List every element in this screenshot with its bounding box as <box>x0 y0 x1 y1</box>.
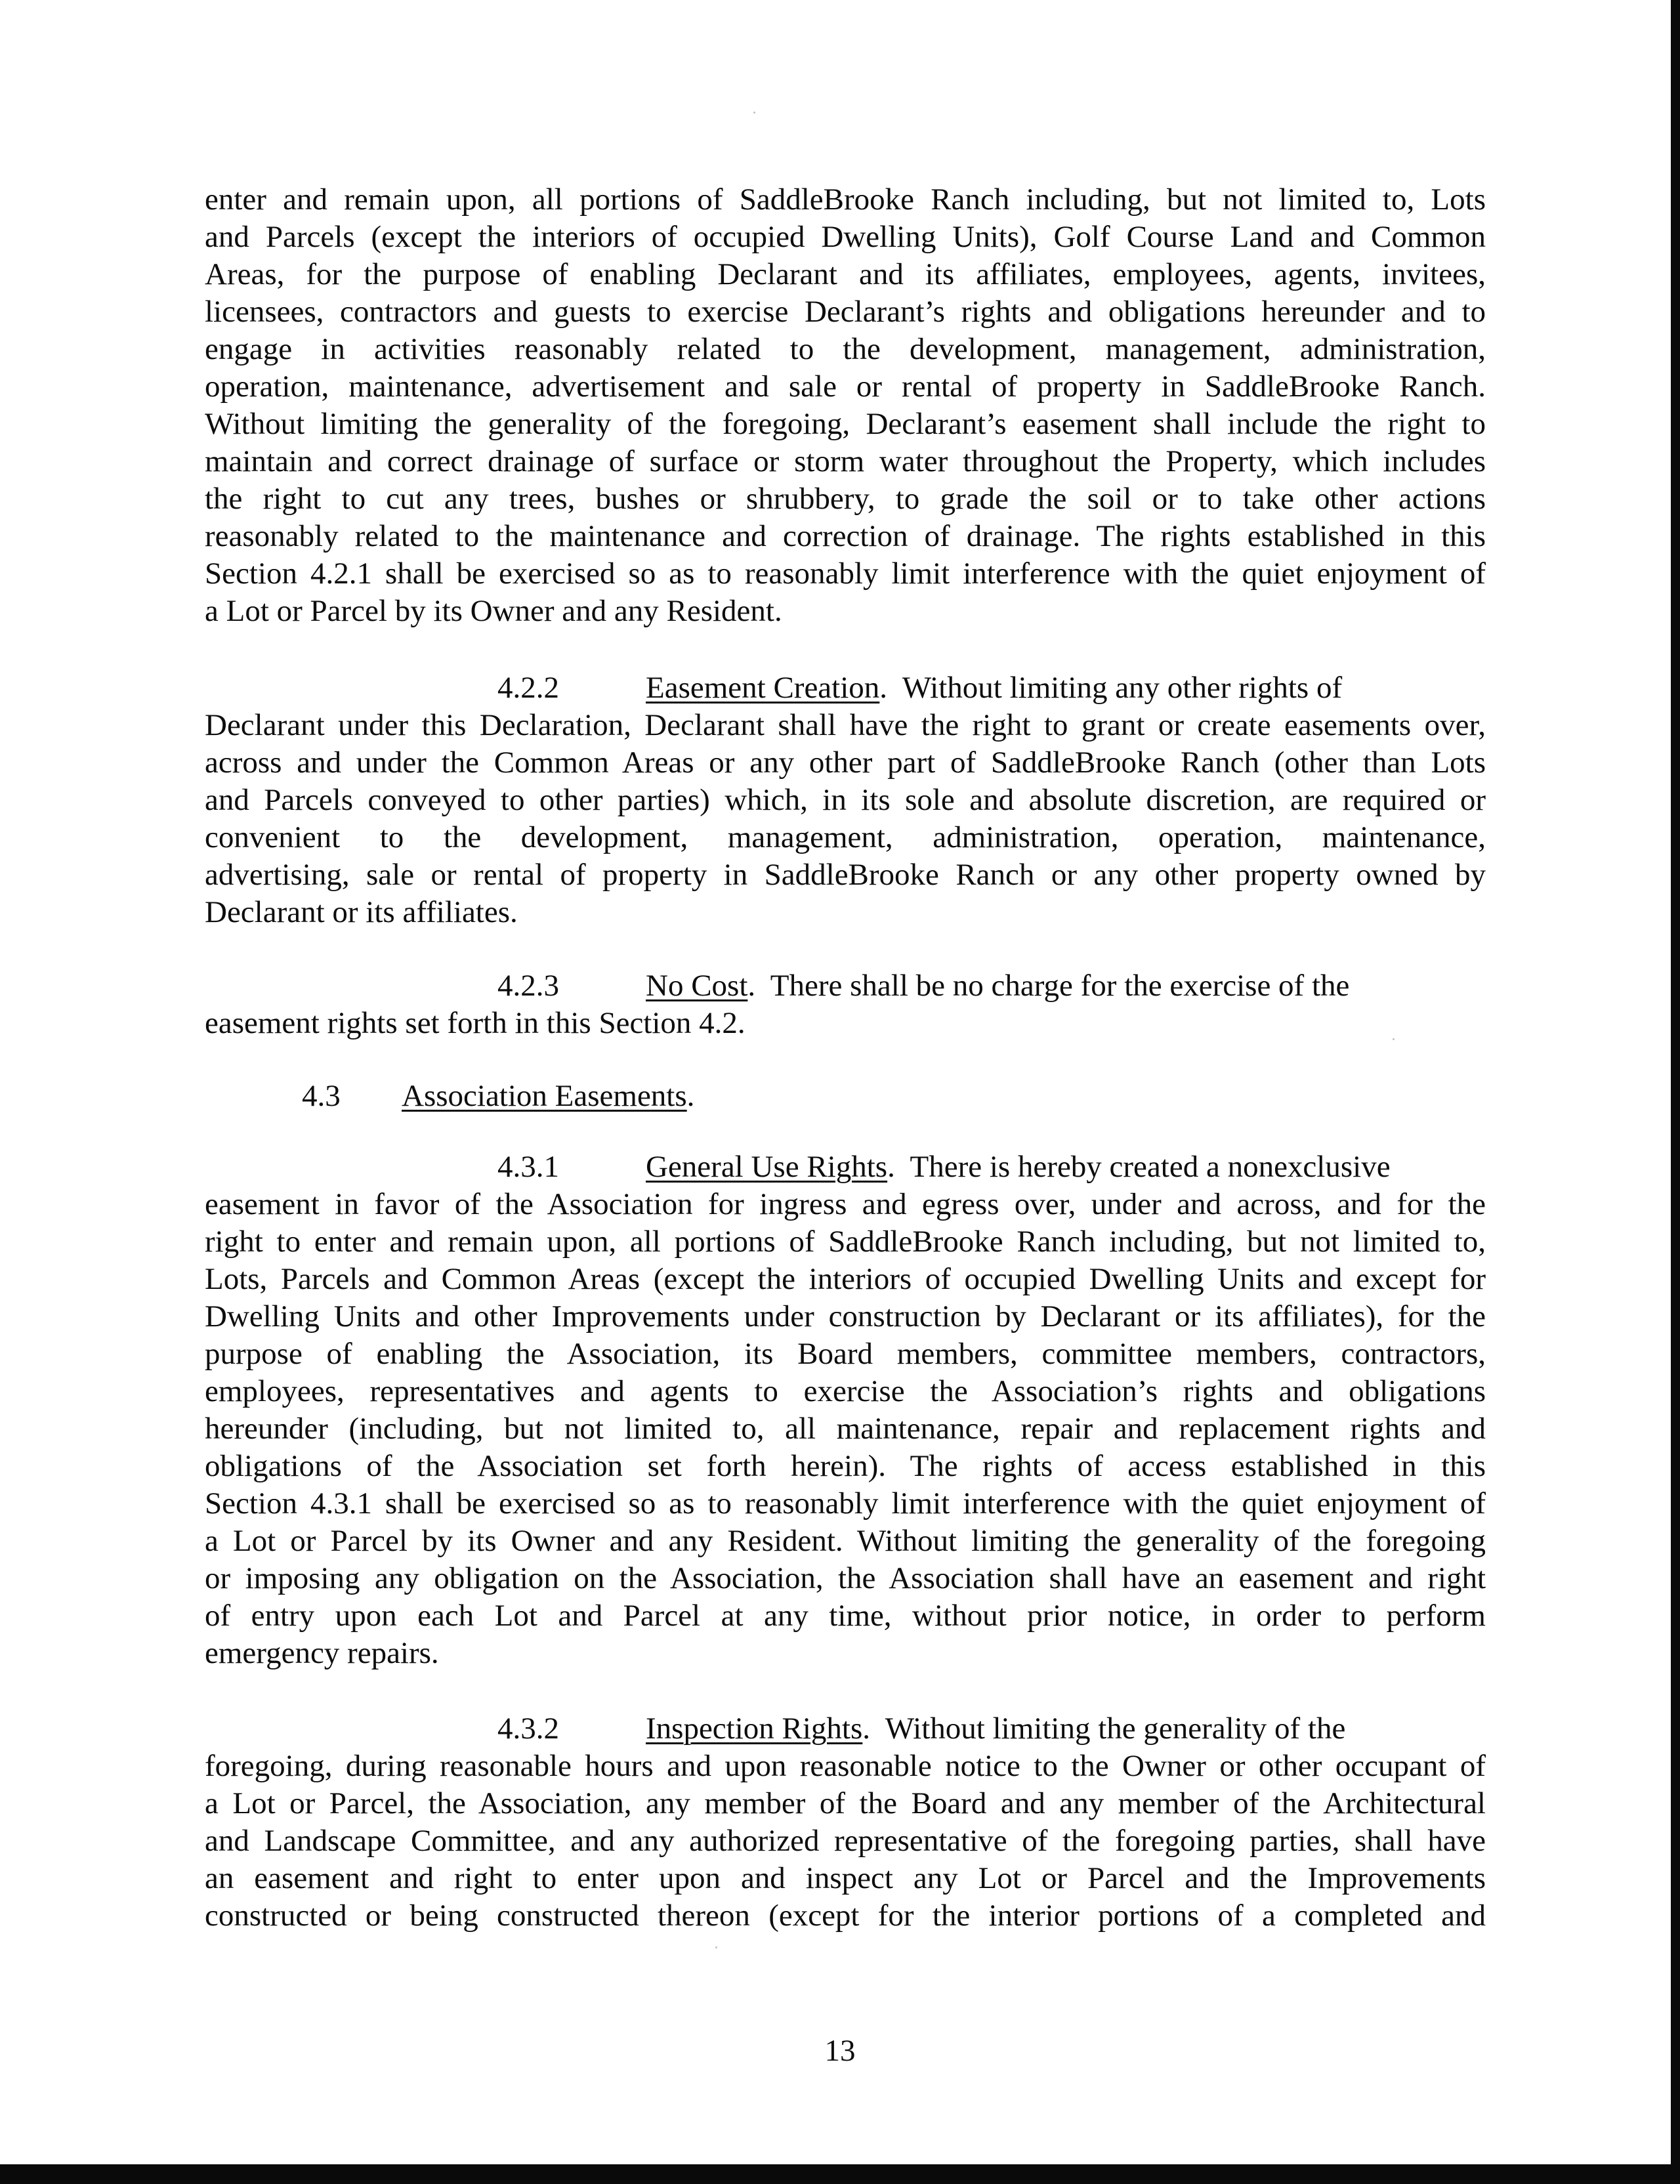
scan-speck <box>715 1946 717 1948</box>
text-line: and Landscape Committee, and any authorized representative of the foregoing parties, shall have <box>205 1824 1486 1858</box>
text-line: enter and remain upon, all portions of SaddleBrooke Ranch including, but not limited to, Lots <box>205 182 1486 217</box>
paragraph-4-2-1-continuation <box>205 181 1486 630</box>
text-line: licensees, contractors and guests to exercise Declarant’s rights and obligations hereunder and to <box>205 295 1486 329</box>
section-first-line-text: . Without limiting the generality of the <box>862 1712 1346 1746</box>
text-line: easement rights set forth in this Section 4.2. <box>205 1006 746 1040</box>
text-line: Without limiting the generality of the foregoing, Declarant’s easement shall include the right to <box>205 407 1486 441</box>
scan-edge-right <box>1671 0 1680 2184</box>
scan-edge-bottom <box>0 2164 1680 2184</box>
section-first-line <box>205 1710 1486 1748</box>
text-line: Declarant under this Declaration, Declarant shall have the right to grant or create easements over, <box>205 708 1486 742</box>
section-first-line <box>205 967 1486 1005</box>
section-heading-trail: . <box>686 1079 695 1113</box>
text-line: and Parcels conveyed to other parties) which, in its sole and absolute discretion, are required or <box>205 783 1486 817</box>
section-number: 4.3 <box>302 1079 341 1113</box>
section-heading: Association Easements <box>402 1079 687 1113</box>
text-line: right to enter and remain upon, all portions of SaddleBrooke Ranch including, but not limited to, <box>205 1225 1486 1259</box>
section-4-2-3 <box>205 967 1486 1042</box>
section-first-line-text: . Without limiting any other rights of <box>879 671 1343 705</box>
text-line: constructed or being constructed thereon (except for the interior portions of a completed and <box>205 1899 1486 1933</box>
section-4-3-2 <box>205 1710 1486 1935</box>
scan-speck <box>1393 1038 1395 1040</box>
scan-speck <box>753 112 755 114</box>
section-first-line <box>205 1148 1486 1186</box>
section-4-2-2 <box>205 669 1486 931</box>
text-line: engage in activities reasonably related to the development, management, administration, <box>205 332 1486 366</box>
text-line: a Lot or Parcel by its Owner and any Resident. <box>205 594 782 628</box>
text-line: the right to cut any trees, bushes or shrubbery, to grade the soil or to take other actions <box>205 482 1486 516</box>
text-line: Section 4.3.1 shall be exercised so as to reasonably limit interference with the quiet enjoyment of <box>205 1486 1486 1521</box>
text-line: Lots, Parcels and Common Areas (except the interiors of occupied Dwelling Units and except for <box>205 1262 1486 1296</box>
section-first-line-text: . There is hereby created a nonexclusive <box>887 1150 1391 1184</box>
text-line: maintain and correct drainage of surface or storm water throughout the Property, which includes <box>205 444 1486 478</box>
text-line: of entry upon each Lot and Parcel at any time, without prior notice, in order to perform <box>205 1599 1486 1633</box>
section-heading: General Use Rights <box>646 1150 888 1184</box>
text-line: Dwelling Units and other Improvements under construction by Declarant or its affiliates), for the <box>205 1299 1486 1334</box>
page-number: 13 <box>824 2034 856 2068</box>
section-heading: Easement Creation <box>646 671 880 705</box>
text-line: across and under the Common Areas or any other part of SaddleBrooke Ranch (other than Lots <box>205 746 1486 780</box>
text-line: purpose of enabling the Association, its Board members, committee members, contractors, <box>205 1337 1486 1371</box>
text-line: foregoing, during reasonable hours and upon reasonable notice to the Owner or other occupant of <box>205 1749 1486 1783</box>
section-heading: Inspection Rights <box>646 1712 863 1746</box>
text-line: an easement and right to enter upon and inspect any Lot or Parcel and the Improvements <box>205 1861 1486 1895</box>
text-line: reasonably related to the maintenance and correction of drainage. The rights established in this <box>205 519 1486 553</box>
text-line: a Lot or Parcel by its Owner and any Resident. Without limiting the generality of the foregoing <box>205 1524 1486 1558</box>
text-line: emergency repairs. <box>205 1636 439 1670</box>
section-number: 4.3.1 <box>497 1150 559 1184</box>
section-first-line-text: . There shall be no charge for the exercise of the <box>747 969 1350 1003</box>
text-line: operation, maintenance, advertisement and sale or rental of property in SaddleBrooke Ranch. <box>205 369 1486 404</box>
text-line: Section 4.2.1 shall be exercised so as to reasonably limit interference with the quiet enjoyment of <box>205 556 1486 591</box>
section-heading-line <box>205 1078 1486 1115</box>
section-4-3-1 <box>205 1148 1486 1672</box>
section-number: 4.3.2 <box>497 1712 559 1746</box>
text-line: convenient to the development, management, administration, operation, maintenance, <box>205 820 1486 854</box>
section-number: 4.2.3 <box>497 969 559 1003</box>
text-line: Areas, for the purpose of enabling Declarant and its affiliates, employees, agents, invitees, <box>205 257 1486 291</box>
section-4-3 <box>205 1078 1486 1115</box>
section-first-line <box>205 669 1486 707</box>
text-line: advertising, sale or rental of property in SaddleBrooke Ranch or any other property owned by <box>205 858 1486 892</box>
text-line: Declarant or its affiliates. <box>205 895 518 929</box>
text-line: hereunder (including, but not limited to, all maintenance, repair and replacement rights and <box>205 1412 1486 1446</box>
text-line: obligations of the Association set forth herein). The rights of access established in this <box>205 1449 1486 1483</box>
text-line: employees, representatives and agents to exercise the Association’s rights and obligations <box>205 1374 1486 1408</box>
section-heading: No Cost <box>646 969 748 1003</box>
text-line: and Parcels (except the interiors of occupied Dwelling Units), Golf Course Land and Common <box>205 220 1486 254</box>
text-line: or imposing any obligation on the Association, the Association shall have an easement and right <box>205 1561 1486 1595</box>
text-line: a Lot or Parcel, the Association, any member of the Board and any member of the Architectural <box>205 1786 1486 1820</box>
text-line: easement in favor of the Association for ingress and egress over, under and across, and for the <box>205 1187 1486 1221</box>
section-number: 4.2.2 <box>497 671 559 705</box>
